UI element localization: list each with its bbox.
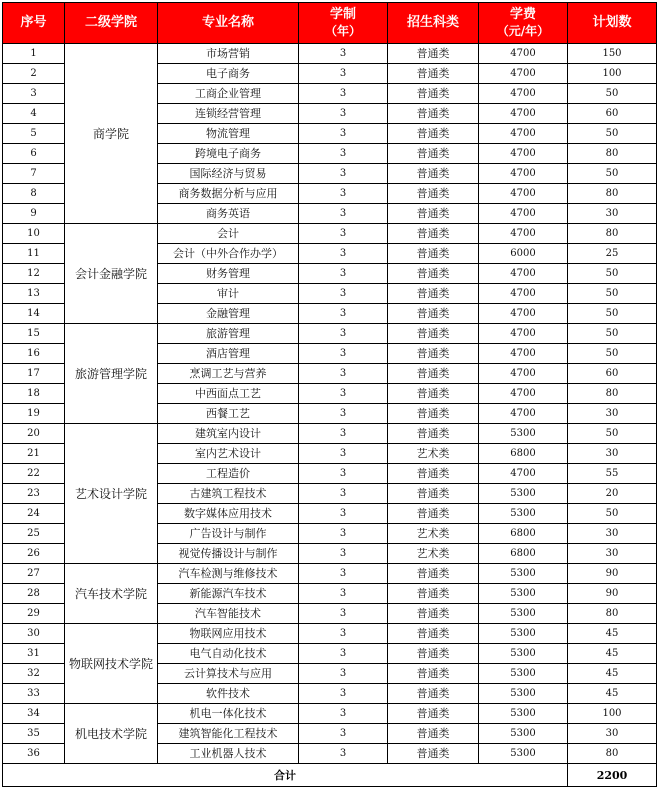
- cell-duration: 3: [299, 64, 388, 84]
- cell-major: 数字媒体应用技术: [158, 504, 299, 524]
- cell-no: 34: [3, 704, 65, 724]
- cell-major: 财务管理: [158, 264, 299, 284]
- cell-no: 17: [3, 364, 65, 384]
- cell-category: 普通类: [388, 104, 479, 124]
- cell-plan: 50: [568, 424, 657, 444]
- cell-category: 艺术类: [388, 544, 479, 564]
- cell-category: 普通类: [388, 124, 479, 144]
- cell-fee: 4700: [479, 184, 568, 204]
- cell-duration: 3: [299, 604, 388, 624]
- cell-no: 26: [3, 544, 65, 564]
- cell-duration: 3: [299, 684, 388, 704]
- cell-major: 软件技术: [158, 684, 299, 704]
- cell-fee: 5300: [479, 704, 568, 724]
- cell-category: 普通类: [388, 744, 479, 764]
- cell-fee: 4700: [479, 204, 568, 224]
- cell-major: 建筑智能化工程技术: [158, 724, 299, 744]
- cell-category: 普通类: [388, 464, 479, 484]
- cell-major: 室内艺术设计: [158, 444, 299, 464]
- enrollment-plan-table-container: [2, 2, 657, 787]
- cell-no: 32: [3, 664, 65, 684]
- cell-duration: 3: [299, 544, 388, 564]
- header-fee-label: 学费: [509, 7, 536, 22]
- cell-no: 3: [3, 84, 65, 104]
- cell-major: 物流管理: [158, 124, 299, 144]
- cell-major: 会计（中外合作办学）: [158, 244, 299, 264]
- cell-fee: 5300: [479, 604, 568, 624]
- table-body: [3, 44, 657, 764]
- cell-fee: 4700: [479, 104, 568, 124]
- header-row: [3, 3, 657, 44]
- cell-category: 普通类: [388, 144, 479, 164]
- cell-major: 西餐工艺: [158, 404, 299, 424]
- cell-duration: 3: [299, 464, 388, 484]
- cell-category: 普通类: [388, 324, 479, 344]
- cell-no: 4: [3, 104, 65, 124]
- cell-plan: 50: [568, 304, 657, 324]
- cell-no: 31: [3, 644, 65, 664]
- cell-fee: 4700: [479, 124, 568, 144]
- cell-plan: 80: [568, 744, 657, 764]
- cell-major: 酒店管理: [158, 344, 299, 364]
- cell-plan: 50: [568, 344, 657, 364]
- cell-no: 20: [3, 424, 65, 444]
- cell-fee: 4700: [479, 344, 568, 364]
- cell-major: 审计: [158, 284, 299, 304]
- cell-plan: 45: [568, 624, 657, 644]
- cell-fee: 4700: [479, 84, 568, 104]
- cell-fee: 5300: [479, 744, 568, 764]
- header-fee-unit: （元/年）: [496, 24, 550, 38]
- cell-duration: 3: [299, 704, 388, 724]
- table-row: [3, 424, 657, 444]
- cell-college: 艺术设计学院: [65, 424, 158, 564]
- cell-plan: 100: [568, 704, 657, 724]
- cell-no: 10: [3, 224, 65, 244]
- cell-no: 25: [3, 524, 65, 544]
- cell-fee: 4700: [479, 224, 568, 244]
- cell-duration: 3: [299, 504, 388, 524]
- header-no: 序号: [3, 3, 65, 44]
- cell-duration: 3: [299, 724, 388, 744]
- cell-major: 汽车检测与维修技术: [158, 564, 299, 584]
- cell-major: 新能源汽车技术: [158, 584, 299, 604]
- cell-category: 普通类: [388, 184, 479, 204]
- cell-duration: 3: [299, 644, 388, 664]
- table-row: [3, 224, 657, 244]
- cell-duration: 3: [299, 224, 388, 244]
- cell-plan: 50: [568, 324, 657, 344]
- cell-plan: 20: [568, 484, 657, 504]
- cell-fee: 4700: [479, 264, 568, 284]
- cell-no: 2: [3, 64, 65, 84]
- cell-major: 烹调工艺与营养: [158, 364, 299, 384]
- cell-category: 普通类: [388, 264, 479, 284]
- cell-duration: 3: [299, 284, 388, 304]
- cell-major: 商务数据分析与应用: [158, 184, 299, 204]
- cell-major: 工商企业管理: [158, 84, 299, 104]
- cell-category: 普通类: [388, 664, 479, 684]
- header-duration: [299, 3, 388, 44]
- cell-category: 普通类: [388, 204, 479, 224]
- cell-no: 1: [3, 44, 65, 64]
- header-category: 招生科类: [388, 3, 479, 44]
- cell-no: 16: [3, 344, 65, 364]
- cell-duration: 3: [299, 144, 388, 164]
- cell-fee: 4700: [479, 164, 568, 184]
- cell-duration: 3: [299, 744, 388, 764]
- cell-plan: 30: [568, 444, 657, 464]
- cell-fee: 6800: [479, 524, 568, 544]
- cell-no: 19: [3, 404, 65, 424]
- cell-plan: 30: [568, 204, 657, 224]
- cell-plan: 50: [568, 164, 657, 184]
- cell-category: 普通类: [388, 504, 479, 524]
- cell-plan: 30: [568, 544, 657, 564]
- cell-fee: 5300: [479, 504, 568, 524]
- cell-plan: 60: [568, 364, 657, 384]
- table-row: [3, 564, 657, 584]
- cell-major: 市场营销: [158, 44, 299, 64]
- cell-no: 18: [3, 384, 65, 404]
- cell-category: 普通类: [388, 304, 479, 324]
- cell-duration: 3: [299, 104, 388, 124]
- header-fee: [479, 3, 568, 44]
- cell-plan: 80: [568, 224, 657, 244]
- cell-category: 普通类: [388, 84, 479, 104]
- cell-major: 工业机器人技术: [158, 744, 299, 764]
- cell-major: 国际经济与贸易: [158, 164, 299, 184]
- cell-category: 普通类: [388, 64, 479, 84]
- cell-plan: 30: [568, 524, 657, 544]
- cell-category: 普通类: [388, 624, 479, 644]
- cell-major: 旅游管理: [158, 324, 299, 344]
- cell-category: 普通类: [388, 344, 479, 364]
- cell-duration: 3: [299, 624, 388, 644]
- cell-no: 13: [3, 284, 65, 304]
- cell-fee: 5300: [479, 724, 568, 744]
- table-row: [3, 324, 657, 344]
- cell-duration: 3: [299, 164, 388, 184]
- cell-plan: 90: [568, 584, 657, 604]
- cell-fee: 5300: [479, 484, 568, 504]
- cell-fee: 4700: [479, 304, 568, 324]
- cell-fee: 6800: [479, 544, 568, 564]
- cell-no: 24: [3, 504, 65, 524]
- cell-category: 普通类: [388, 724, 479, 744]
- cell-duration: 3: [299, 44, 388, 64]
- cell-duration: 3: [299, 264, 388, 284]
- cell-duration: 3: [299, 184, 388, 204]
- cell-plan: 45: [568, 684, 657, 704]
- cell-fee: 5300: [479, 664, 568, 684]
- cell-plan: 25: [568, 244, 657, 264]
- total-value: 2200: [568, 764, 657, 787]
- cell-duration: 3: [299, 324, 388, 344]
- cell-duration: 3: [299, 124, 388, 144]
- cell-no: 11: [3, 244, 65, 264]
- cell-major: 建筑室内设计: [158, 424, 299, 444]
- cell-category: 普通类: [388, 584, 479, 604]
- cell-no: 9: [3, 204, 65, 224]
- cell-category: 艺术类: [388, 444, 479, 464]
- cell-fee: 5300: [479, 424, 568, 444]
- cell-major: 商务英语: [158, 204, 299, 224]
- cell-no: 21: [3, 444, 65, 464]
- cell-plan: 50: [568, 124, 657, 144]
- header-plan: 计划数: [568, 3, 657, 44]
- cell-plan: 45: [568, 644, 657, 664]
- cell-duration: 3: [299, 404, 388, 424]
- cell-no: 22: [3, 464, 65, 484]
- cell-category: 普通类: [388, 244, 479, 264]
- cell-plan: 80: [568, 604, 657, 624]
- cell-duration: 3: [299, 424, 388, 444]
- table-footer: [3, 764, 657, 787]
- cell-category: 普通类: [388, 384, 479, 404]
- cell-plan: 50: [568, 504, 657, 524]
- cell-plan: 80: [568, 144, 657, 164]
- cell-duration: 3: [299, 244, 388, 264]
- header-duration-unit: （年）: [324, 24, 361, 38]
- cell-plan: 80: [568, 184, 657, 204]
- cell-major: 机电一体化技术: [158, 704, 299, 724]
- cell-no: 29: [3, 604, 65, 624]
- header-duration-label: 学制: [329, 7, 356, 22]
- header-major: 专业名称: [158, 3, 299, 44]
- cell-no: 27: [3, 564, 65, 584]
- cell-fee: 4700: [479, 64, 568, 84]
- cell-major: 云计算技术与应用: [158, 664, 299, 684]
- cell-fee: 4700: [479, 364, 568, 384]
- cell-plan: 80: [568, 384, 657, 404]
- cell-plan: 30: [568, 404, 657, 424]
- cell-major: 金融管理: [158, 304, 299, 324]
- cell-fee: 4700: [479, 404, 568, 424]
- cell-college: 物联网技术学院: [65, 624, 158, 704]
- cell-fee: 5300: [479, 584, 568, 604]
- cell-plan: 50: [568, 84, 657, 104]
- cell-plan: 55: [568, 464, 657, 484]
- table-row: [3, 44, 657, 64]
- cell-fee: 4700: [479, 144, 568, 164]
- cell-college: 旅游管理学院: [65, 324, 158, 424]
- cell-category: 普通类: [388, 704, 479, 724]
- cell-major: 中西面点工艺: [158, 384, 299, 404]
- cell-no: 6: [3, 144, 65, 164]
- cell-major: 工程造价: [158, 464, 299, 484]
- cell-category: 艺术类: [388, 524, 479, 544]
- cell-plan: 30: [568, 724, 657, 744]
- cell-fee: 5300: [479, 624, 568, 644]
- cell-college: 机电技术学院: [65, 704, 158, 764]
- cell-fee: 4700: [479, 284, 568, 304]
- cell-duration: 3: [299, 364, 388, 384]
- cell-no: 8: [3, 184, 65, 204]
- cell-fee: 6800: [479, 444, 568, 464]
- cell-no: 7: [3, 164, 65, 184]
- enrollment-plan-table: [2, 2, 657, 787]
- cell-duration: 3: [299, 204, 388, 224]
- cell-major: 跨境电子商务: [158, 144, 299, 164]
- cell-fee: 6000: [479, 244, 568, 264]
- cell-college: 商学院: [65, 44, 158, 224]
- cell-major: 电子商务: [158, 64, 299, 84]
- cell-fee: 4700: [479, 464, 568, 484]
- cell-plan: 150: [568, 44, 657, 64]
- header-college: 二级学院: [65, 3, 158, 44]
- cell-category: 普通类: [388, 644, 479, 664]
- cell-no: 14: [3, 304, 65, 324]
- cell-no: 36: [3, 744, 65, 764]
- cell-duration: 3: [299, 304, 388, 324]
- table-header: [3, 3, 657, 44]
- cell-no: 15: [3, 324, 65, 344]
- cell-category: 普通类: [388, 224, 479, 244]
- cell-duration: 3: [299, 84, 388, 104]
- cell-fee: 4700: [479, 384, 568, 404]
- cell-duration: 3: [299, 524, 388, 544]
- cell-duration: 3: [299, 344, 388, 364]
- cell-major: 广告设计与制作: [158, 524, 299, 544]
- cell-fee: 5300: [479, 644, 568, 664]
- cell-category: 普通类: [388, 484, 479, 504]
- cell-no: 35: [3, 724, 65, 744]
- cell-no: 28: [3, 584, 65, 604]
- cell-category: 普通类: [388, 604, 479, 624]
- cell-category: 普通类: [388, 564, 479, 584]
- cell-major: 物联网应用技术: [158, 624, 299, 644]
- cell-no: 23: [3, 484, 65, 504]
- cell-duration: 3: [299, 484, 388, 504]
- cell-category: 普通类: [388, 404, 479, 424]
- cell-fee: 4700: [479, 44, 568, 64]
- cell-duration: 3: [299, 584, 388, 604]
- cell-major: 会计: [158, 224, 299, 244]
- table-row: [3, 624, 657, 644]
- cell-duration: 3: [299, 664, 388, 684]
- cell-college: 汽车技术学院: [65, 564, 158, 624]
- cell-no: 33: [3, 684, 65, 704]
- cell-duration: 3: [299, 384, 388, 404]
- table-row: [3, 704, 657, 724]
- cell-no: 12: [3, 264, 65, 284]
- cell-fee: 5300: [479, 564, 568, 584]
- cell-plan: 50: [568, 284, 657, 304]
- cell-category: 普通类: [388, 284, 479, 304]
- cell-major: 视觉传播设计与制作: [158, 544, 299, 564]
- cell-fee: 5300: [479, 684, 568, 704]
- cell-plan: 45: [568, 664, 657, 684]
- total-label: 合计: [3, 764, 568, 787]
- cell-plan: 60: [568, 104, 657, 124]
- cell-plan: 100: [568, 64, 657, 84]
- cell-major: 古建筑工程技术: [158, 484, 299, 504]
- cell-major: 连锁经营管理: [158, 104, 299, 124]
- cell-no: 30: [3, 624, 65, 644]
- cell-duration: 3: [299, 564, 388, 584]
- cell-no: 5: [3, 124, 65, 144]
- cell-category: 普通类: [388, 164, 479, 184]
- cell-category: 普通类: [388, 424, 479, 444]
- cell-major: 电气自动化技术: [158, 644, 299, 664]
- cell-college: 会计金融学院: [65, 224, 158, 324]
- cell-major: 汽车智能技术: [158, 604, 299, 624]
- cell-category: 普通类: [388, 44, 479, 64]
- cell-plan: 50: [568, 264, 657, 284]
- cell-fee: 4700: [479, 324, 568, 344]
- cell-category: 普通类: [388, 684, 479, 704]
- cell-category: 普通类: [388, 364, 479, 384]
- cell-plan: 90: [568, 564, 657, 584]
- cell-duration: 3: [299, 444, 388, 464]
- total-row: [3, 764, 657, 787]
